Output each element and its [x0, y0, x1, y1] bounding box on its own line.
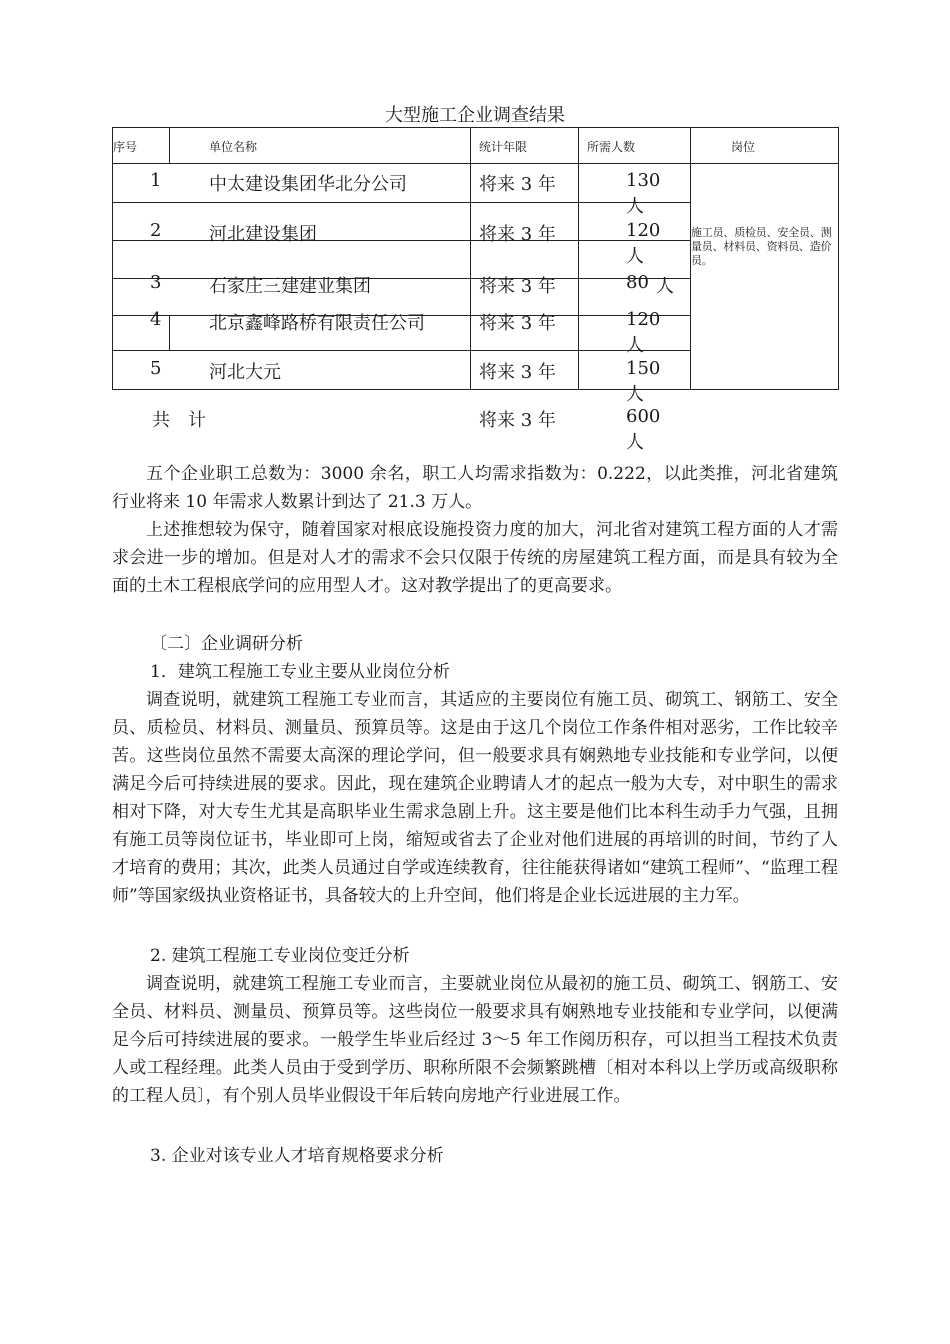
table-rule — [470, 127, 471, 390]
header-no: 序号 — [113, 140, 138, 154]
subsection-heading: 2. 建筑工程施工专业岗位变迁分析 — [150, 946, 410, 966]
table-rule — [112, 127, 838, 128]
header-position: 岗位 — [731, 140, 756, 154]
table-rule — [112, 389, 838, 390]
table-rule — [578, 127, 579, 390]
header-count: 所需人数 — [587, 140, 636, 154]
paragraph: 调查说明，就建筑工程施工专业而言，主要就业岗位从最初的施工员、砌筑工、钢筋工、安全员、材料员、测量员、预算员等。这些岗位一般要求具有娴熟地专业技能和专业学问，以便满足今后可持续进展的要求。一般学生毕业后经过 3～5 年工作阅历积存，可以担当工程技术负责人或工程经理。此类人员由于受到学历、职称所限不会频繁跳槽〔相对本科以上学历或高级职称的工程人员〕，有个别人员毕业假设干年后转向房地产行业进展工作。 — [112, 974, 838, 1106]
row-count-unit: 人 — [626, 196, 644, 217]
total-count: 600 — [626, 406, 661, 427]
row-count-unit: 人 — [626, 246, 644, 267]
table-rule — [169, 315, 170, 350]
row-period: 将来 3 年 — [479, 313, 556, 334]
row-count-unit: 人 — [656, 276, 674, 297]
row-count: 150 — [626, 358, 661, 379]
row-no: 1 — [150, 170, 162, 191]
total-count-unit: 人 — [626, 432, 644, 453]
row-no: 5 — [150, 358, 162, 379]
row-count: 120 — [626, 309, 661, 330]
header-name: 单位名称 — [209, 140, 258, 154]
section-heading: 〔二〕企业调研分析 — [150, 634, 303, 654]
subsection-heading: 1．建筑工程施工专业主要从业岗位分析 — [150, 662, 450, 682]
table-rule — [112, 202, 690, 203]
row-no: 4 — [150, 309, 162, 330]
positions-cell: 施工员、质检员、安全员、测量员、材料员、资料员、造价员。 — [691, 226, 832, 267]
total-period: 将来 3 年 — [479, 410, 556, 431]
total-label: 共 计 — [152, 410, 206, 431]
paragraph: 上述推想较为保守，随着国家对根底设施投资力度的加大，河北省对建筑工程方面的人才需求会进一步的增加。但是对人才的需求不会只仅限于传统的房屋建筑工程方面，而是具有较为全面的土木工程根底学问的应用型人才。这对教学提出了的更高要求。 — [112, 520, 838, 596]
row-count-unit: 人 — [626, 335, 644, 356]
header-period: 统计年限 — [479, 140, 528, 154]
row-count: 130 — [626, 170, 661, 191]
row-count: 120 — [626, 220, 661, 241]
row-name: 北京鑫峰路桥有限责任公司 — [209, 313, 425, 334]
row-count: 80 — [626, 272, 649, 293]
row-name: 中太建设集团华北分公司 — [209, 174, 407, 195]
row-period: 将来 3 年 — [479, 174, 556, 195]
row-name: 河北建设集团 — [209, 224, 317, 245]
table-rule — [112, 163, 838, 164]
table-rule — [838, 127, 839, 390]
row-period: 将来 3 年 — [479, 276, 556, 297]
row-no: 2 — [150, 220, 162, 241]
row-name: 河北大元 — [209, 362, 281, 383]
row-count-unit: 人 — [626, 384, 644, 405]
subsection-heading: 3. 企业对该专业人才培育规格要求分析 — [150, 1146, 444, 1166]
paragraph: 调查说明，就建筑工程施工专业而言，其适应的主要岗位有施工员、砌筑工、钢筋工、安全员、质检员、材料员、测量员、预算员等。这是由于这几个岗位工作条件相对恶劣，工作比较辛苦。这些岗位虽然不需要太高深的理论学问，但一般要求具有娴熟地专业技能和专业学问，以便满足今后可持续进展的要求。因此，现在建筑企业聘请人才的起点一般为大专，对中职生的需求相对下降，对大专生尤其是高职毕业生需求急剧上升。这主要是他们比本科生动手力气强，且拥有施工员等岗位证书，毕业即可上岗，缩短或省去了企业对他们进展的再培训的时间，节约了人才培育的费用；其次，此类人员通过自学或连续教育，往往能获得诸如“建筑工程师”、“监理工程师”等国家级执业资格证书，具备较大的上升空间，他们将是企业长远进展的主力军。 — [112, 690, 838, 906]
table-rule — [112, 350, 690, 351]
table-rule — [112, 278, 690, 279]
table-rule — [169, 127, 170, 163]
row-no: 3 — [150, 272, 162, 293]
row-period: 将来 3 年 — [479, 224, 556, 245]
table-rule — [112, 240, 690, 241]
paragraph: 五个企业职工总数为：3000 余名，职工人均需求指数为：0.222，以此类推，河北省建筑行业将来 10 年需求人数累计到达了 21.3 万人。 — [112, 464, 838, 512]
table-rule — [112, 127, 113, 390]
page-title: 大型施工企业调查结果 — [385, 105, 565, 126]
row-name: 石家庄三建建业集团 — [209, 276, 371, 297]
row-period: 将来 3 年 — [479, 362, 556, 383]
